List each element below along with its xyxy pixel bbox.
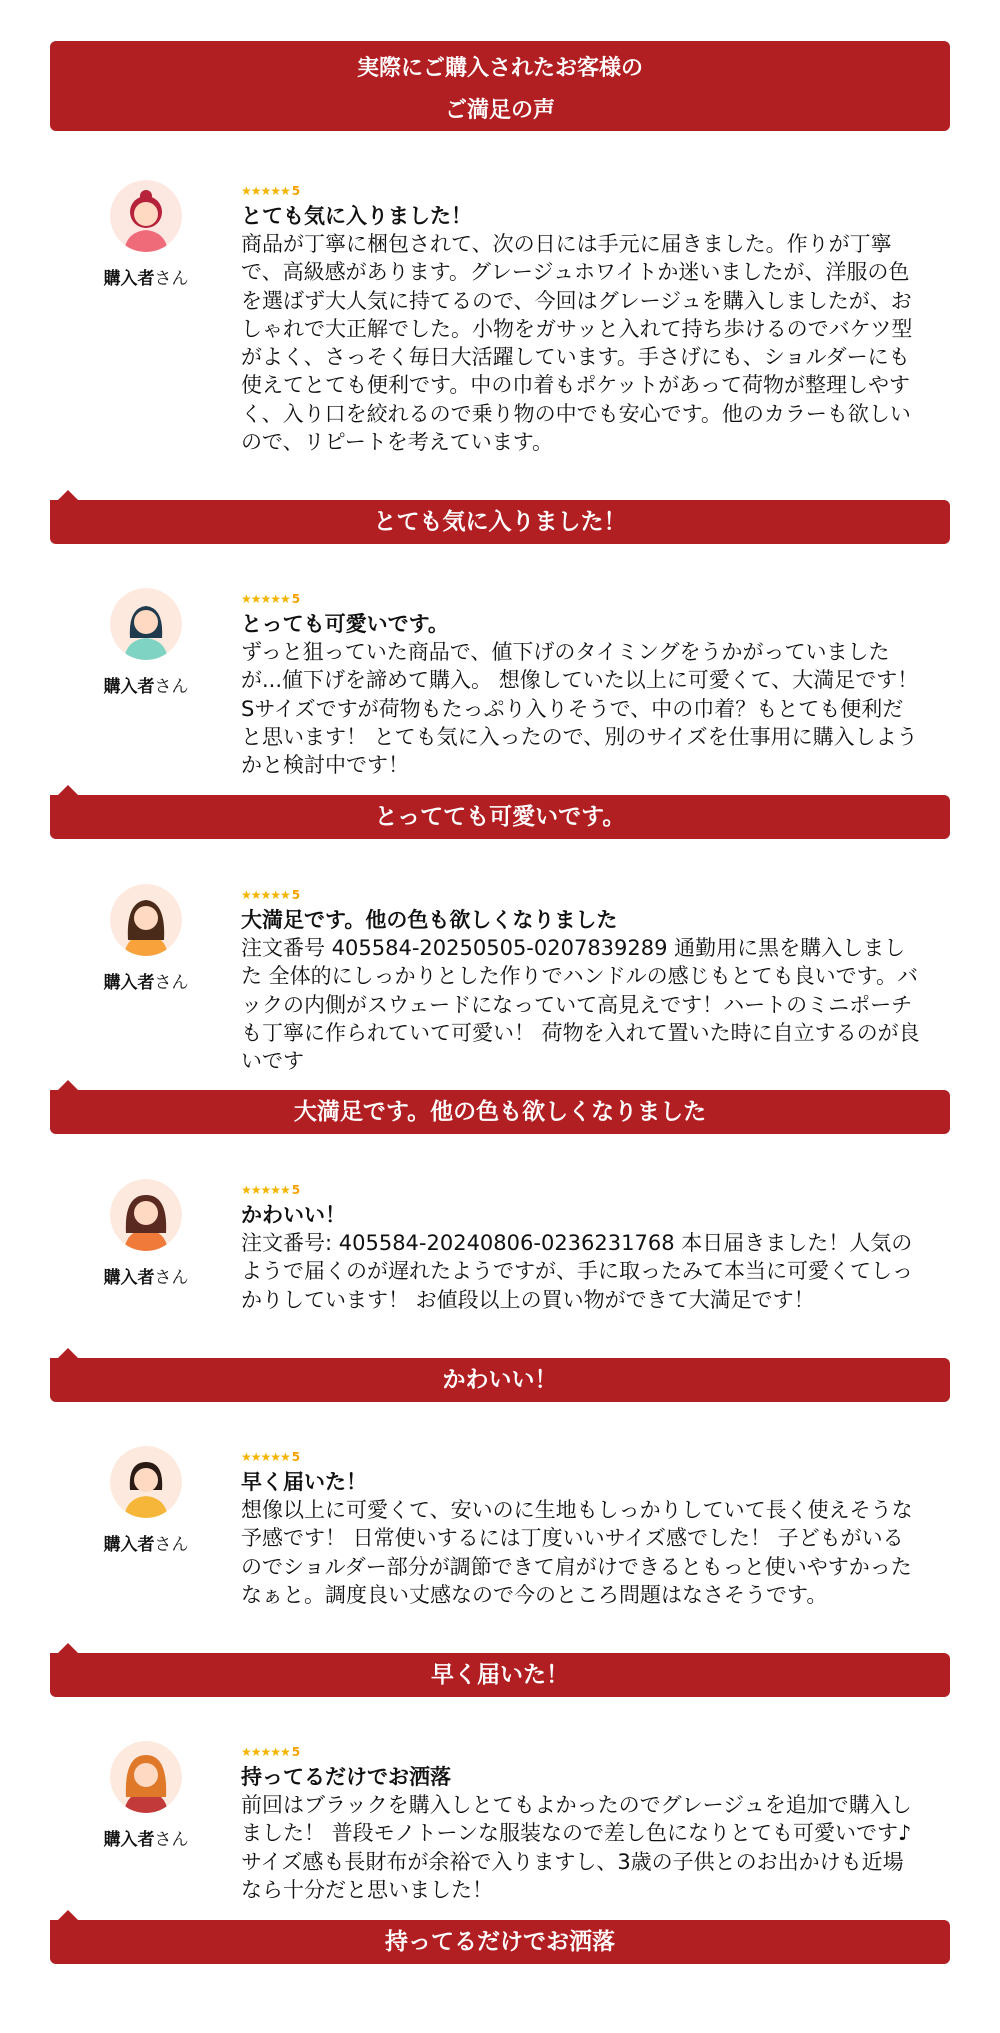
reviewer [102,588,190,697]
buyer-label: 購入者 [103,1268,155,1288]
buyer-suffix: さん [154,1830,189,1850]
reviewer [102,884,190,993]
rating-value: 5 [291,184,301,198]
review-title: とっても可愛いです。 [241,612,449,636]
review-body: 注文番号: 405584-20240806-0236231768 本日届きました！人気のようで届くのが遅れたようですが、手に取ったみて本当に可愛くてしっかりしています！ お値段以上の買い物ができて大満足です！ [241,1231,913,1312]
review-title: 持ってるだけでお洒落 [241,1765,451,1789]
star-rating [241,1448,921,1466]
review-banner: 持ってるだけでお洒落 [50,1920,950,1964]
rating-value: 5 [291,888,301,902]
review-body: 前回はブラックを購入しとてもよかったのでグレージュを追加で購入しました！ 普段モノトーンな服装なので差し色になりとても可愛いです♪サイズ感も長財布が余裕で入りますし、3歳の子供とのお出かけも近場なら十分だと思いました！ [241,1793,912,1902]
stars-icon: ★★★★★ [241,184,290,198]
review-title: 大満足です。他の色も欲しくなりました [241,908,618,932]
review-body: ずっと狙っていた商品で、値下げのタイミングをうかがっていましたが...値下げを諦めて購入。 想像していた以上に可愛くて、大満足です！ Sサイズですが荷物もたっぷり入りそうで、中の巾着？もとても便利だと思います！ とても気に入ったので、別のサイズを仕事用に購入しようかと検討中です！ [241,640,919,778]
review-title: 早く届いた！ [241,1470,367,1494]
star-rating [241,1181,921,1199]
review-banner: とってても可愛いです。 [50,795,950,839]
stars-icon: ★★★★★ [241,1450,290,1464]
reviewer [102,1179,190,1288]
rating-value: 5 [291,592,301,606]
review-body: 想像以上に可愛くて、安いのに生地もしっかりしていて長く使えそうな予感です！ 日常使いするには丁度いいサイズ感でした！ 子どもがいるのでショルダー部分が調節できて肩がけできるともっと使いやすかったなぁと。調度良い丈感なので今のところ問題はなさそうです。 [241,1498,913,1607]
reviewer [102,1446,190,1555]
reviewer-avatar-icon [110,884,182,956]
reviewer [102,180,190,289]
buyer-label: 購入者 [103,1535,155,1555]
review-banner: 大満足です。他の色も欲しくなりました [50,1090,950,1134]
reviewer-avatar-icon [110,1741,182,1813]
header-line-2: ご満足の声 [444,98,555,123]
star-rating [241,182,921,200]
rating-value: 5 [291,1745,301,1759]
stars-icon: ★★★★★ [241,592,290,606]
review-body: 商品が丁寧に梱包されて、次の日には手元に届きました。作りが丁寧で、高級感があります。グレージュホワイトか迷いましたが、洋服の色を選ばず大人気に持てるので、今回はグレージュを購入しましたが、おしゃれで大正解でした。小物をガサッと入れて持ち歩けるのでバケツ型がよく、さっそく毎日大活躍しています。手さげにも、ショルダーにも使えてとても便利です。中の巾着もポケットがあって荷物が整理しやすく、入り口を絞れるので乗り物の中でも安心です。他のカラーも欲しいので、リピートを考えています。 [241,232,913,455]
rating-value: 5 [291,1183,301,1197]
review-body: 注文番号 405584-20250505-0207839289 通勤用に黒を購入しました 全体的にしっかりとした作りでハンドルの感じもとても良いです。バックの内側がスウェードになっていて高見えです！ハートのミニポーチも丁寧に作られていて可愛い！ 荷物を入れて置いた時に自立するのが良いです [241,936,920,1074]
review-title: とても気に入りました！ [241,204,472,228]
stars-icon: ★★★★★ [241,888,290,902]
review-banner: かわいい！ [50,1358,950,1402]
review-banner: とても気に入りました！ [50,500,950,544]
star-rating [241,590,921,608]
review-banner: 早く届いた！ [50,1653,950,1697]
buyer-suffix: さん [154,1268,189,1288]
review-title: かわいい！ [241,1203,346,1227]
buyer-suffix: さん [154,1535,189,1555]
reviewer-avatar-icon [110,588,182,660]
buyer-label: 購入者 [103,973,155,993]
rating-value: 5 [291,1450,301,1464]
buyer-suffix: さん [154,677,189,697]
stars-icon: ★★★★★ [241,1745,290,1759]
buyer-label: 購入者 [103,677,155,697]
reviews-header-banner [50,41,950,131]
stars-icon: ★★★★★ [241,1183,290,1197]
star-rating [241,1743,921,1761]
reviewer [102,1741,190,1850]
star-rating [241,886,921,904]
header-line-1: 実際にご購入されたお客様の [356,56,643,81]
buyer-label: 購入者 [103,269,155,289]
buyer-suffix: さん [154,269,189,289]
buyer-suffix: さん [154,973,189,993]
reviewer-avatar-icon [110,180,182,252]
reviewer-avatar-icon [110,1446,182,1518]
buyer-label: 購入者 [103,1830,155,1850]
reviewer-avatar-icon [110,1179,182,1251]
